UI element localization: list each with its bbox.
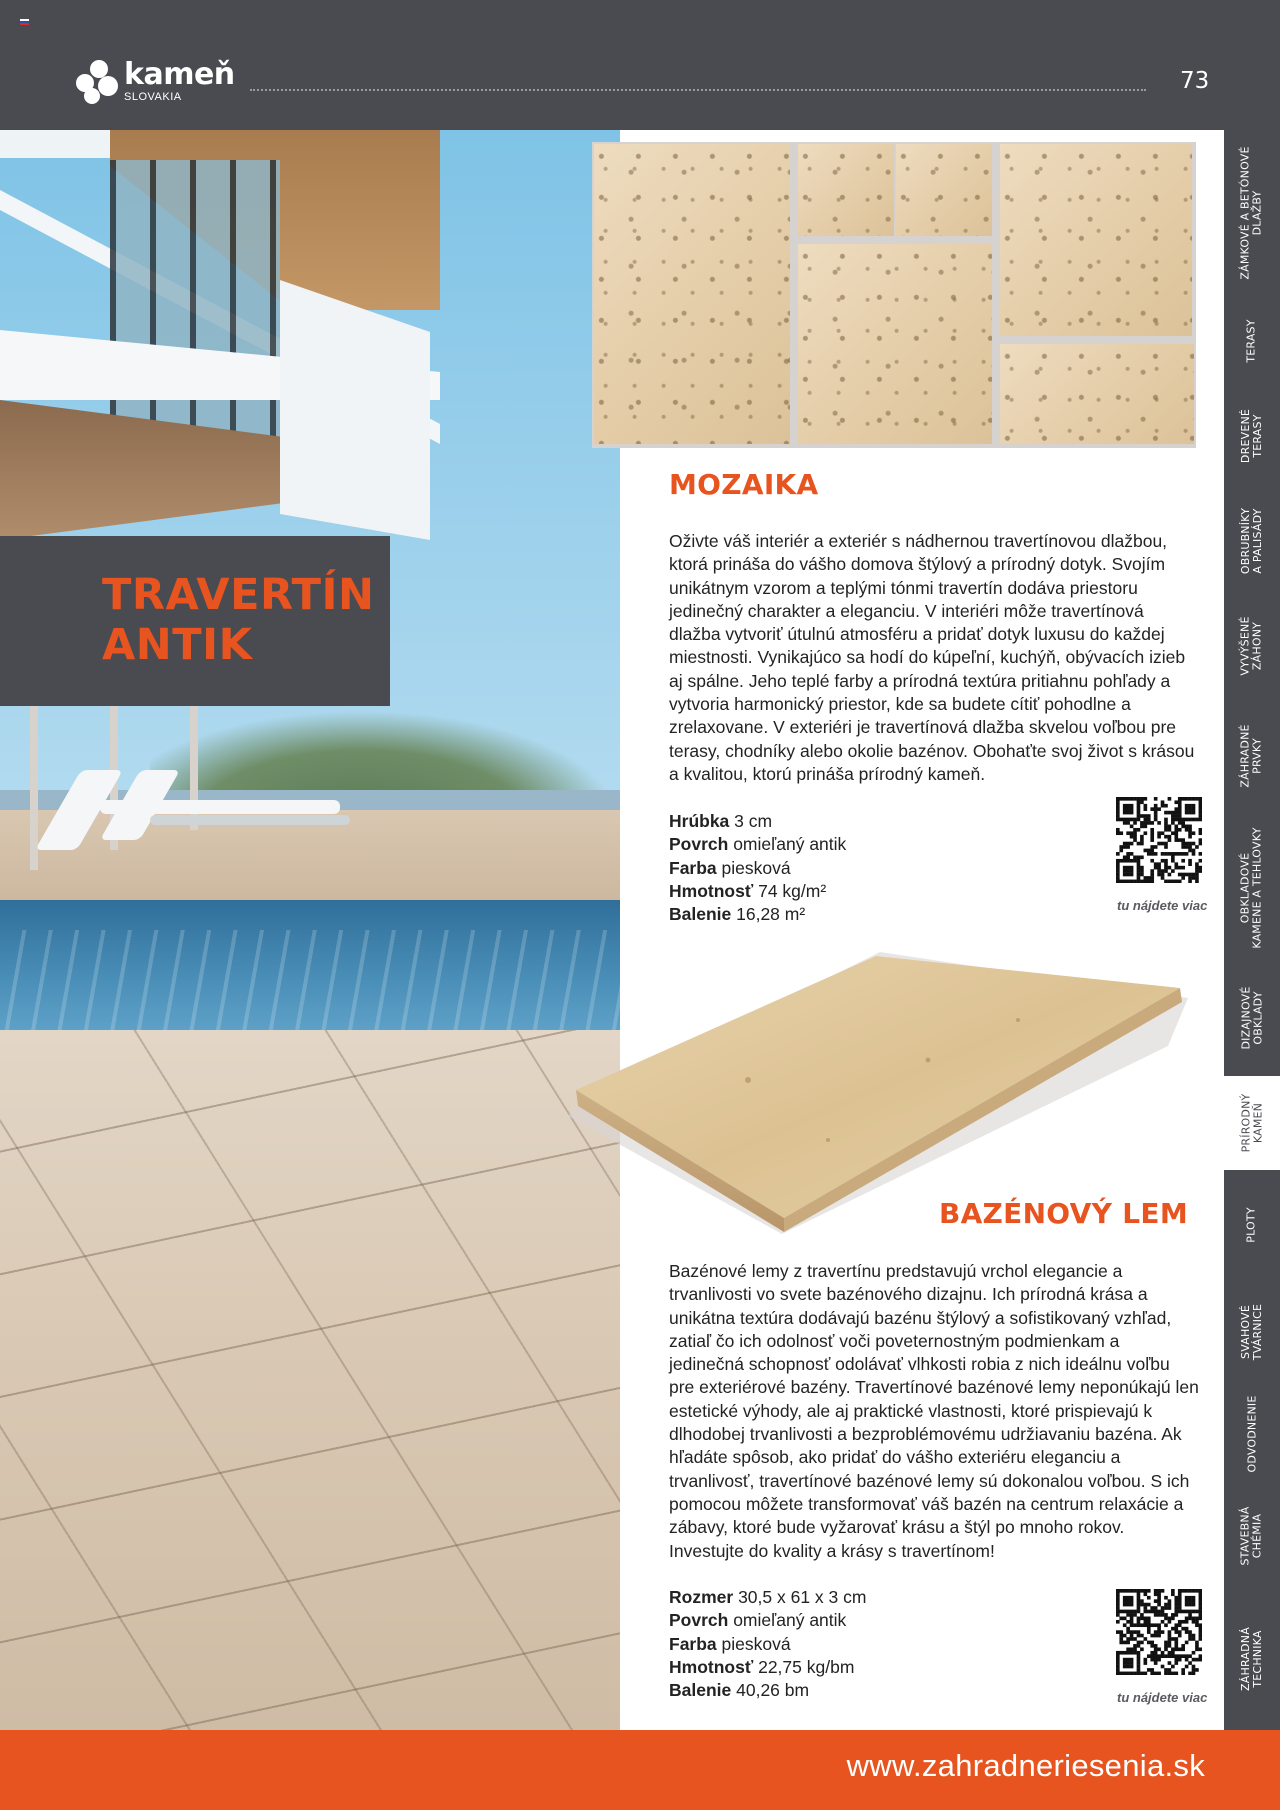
sidebar-item-7[interactable] — [1224, 816, 1280, 960]
sidebar-item-5[interactable] — [1224, 596, 1280, 696]
mozaika-qr-caption[interactable]: tu nájdete viac — [1117, 898, 1208, 913]
sidebar-item-label: OBRUBNÍKY A PALISÁDY — [1239, 507, 1265, 575]
sidebar-item-2[interactable] — [1224, 296, 1280, 386]
sidebar-item-label: ZÁHRADNÁ TECHNIKA — [1239, 1627, 1265, 1691]
sidebar-item-11[interactable] — [1224, 1280, 1280, 1384]
spec-row: Povrch omieľaný antik — [669, 834, 847, 855]
sidebar-item-14[interactable] — [1224, 1588, 1280, 1730]
sidebar-item-label: OBKLADOVÉ KAMENE A TEHLOVKY — [1239, 827, 1265, 949]
spec-row: Rozmer 30,5 x 61 x 3 cm — [669, 1587, 867, 1607]
spec-row: Hrúbka 3 cm — [669, 811, 773, 831]
page-footer — [0, 1730, 1280, 1810]
website-link[interactable]: www.zahradneriesenia.sk — [846, 1748, 1205, 1783]
spec-row: Hmotnosť 22,75 kg/bm — [669, 1656, 855, 1677]
page-number: 73 — [1180, 68, 1210, 94]
sidebar-item-6[interactable] — [1224, 696, 1280, 816]
mozaika-heading: MOZAIKA — [669, 468, 819, 501]
sidebar-item-label: STAVEBNÁ CHÉMIA — [1239, 1506, 1265, 1566]
sidebar-item-label: PRÍRODNÝ KAMEŇ — [1239, 1093, 1264, 1153]
sidebar-item-label: ODVODNENIE — [1245, 1395, 1258, 1473]
spec-row: Balenie 40,26 bm — [669, 1680, 810, 1701]
kamen-logo[interactable] — [76, 57, 235, 104]
sidebar-item-10[interactable] — [1224, 1170, 1280, 1280]
page-header — [0, 0, 1280, 130]
header-dotted-divider — [250, 89, 1146, 91]
lem-qr-caption[interactable]: tu nájdete viac — [1117, 1690, 1208, 1705]
logo-name: kameň — [124, 57, 235, 92]
sidebar-item-label: TERASY — [1244, 319, 1258, 363]
flower-logo-icon — [76, 60, 120, 104]
lem-description: Bazénové lemy z travertínu predstavujú vrchol elegancie a trvanlivosti vo svete bazénového dizajnu. Ich prírodná krása a unikátna textúra dodávajú bazénu štýlový a sofistikovaný vzhľad, zatiaľ čo ich odolnosť voči poveternostným podmienkam a jedinečná schopnosť odolávať vlhkosti robia z nich ideálnu voľbu pre exteriérové bazény. Travertínové bazénové lemy neponúkajú len estetické výhody, ale aj praktické vlastnosti, ktoré prispievajú k dlhodobej trvanlivosti a bezproblémovému udržiavaniu bazéna. Ak hľadáte spôsob, ako pridať do vášho exteriéru eleganciu a trvanlivosť, travertínové bazénové lemy sú dokonalou voľbou. S ich pomocou môžete transformovať váš bazén na centrum relaxácie a zábavy, ktoré bude vyžarovať krásu a štýl po mnoho rokov. Investujte do kvality a krásy s travertínom! — [669, 1261, 1199, 1561]
spec-row: Farba piesková — [669, 1633, 791, 1654]
sidebar-item-label: DIZAJNOVÉ OBKLADY — [1239, 986, 1264, 1050]
spec-row: Farba piesková — [669, 857, 791, 878]
spec-row: Hmotnosť 74 kg/m² — [669, 880, 827, 901]
mozaika-description: Oživte váš interiér a exteriér s nádhernou travertínovou dlažbou, ktorá prináša do vášho domova štýlový a prírodný dotyk. Svojím unikátnym vzorom a teplými tónmi travertín dodáva priestoru jedinečný charakter a eleganciu. V interiéri môže travertínová dlažba vytvoriť útulnú atmosféru a pridať dotyk luxusu do každej miestnosti. Vynikajúco sa hodí do kúpeľní, kuchýň, obývacích izieb aj spálne. Jeho teplé farby a prírodná textúra pritiahnu pohľady a vytvoria harmonický priestor, kde sa budete cítiť pohodlne a zrelaxovane. V exteriéri je travertínová dlažba skvelou voľbou pre terasy, chodníky alebo okolie bazénov. Obohaťte svoj život s krásou a kvalitou, ktorú prináša prírodný kameň. — [669, 531, 1195, 784]
sidebar-item-12[interactable] — [1224, 1384, 1280, 1484]
sidebar-item-8[interactable] — [1224, 960, 1280, 1076]
sidebar-item-label: DREVENÉ TERASY — [1239, 408, 1264, 464]
logo-subtitle: SLOVAKIA — [124, 91, 182, 103]
pool-terrace-photo — [0, 130, 620, 1730]
spec-row: Balenie 16,28 m² — [669, 904, 806, 925]
sidebar-item-label: SVAHOVÉ TVÁRNICE — [1239, 1303, 1265, 1361]
spec-row: Povrch omieľaný antik — [669, 1610, 847, 1631]
lem-qr-code-icon[interactable] — [1116, 1589, 1202, 1675]
mozaika-specs — [669, 810, 846, 926]
mozaika-qr-code-icon[interactable] — [1116, 797, 1202, 883]
lem-heading: BAZÉNOVÝ LEM — [938, 1197, 1188, 1230]
category-sidebar — [1224, 130, 1280, 1730]
sidebar-item-1[interactable] — [1224, 130, 1280, 296]
product-title: TRAVERTÍN ANTIK — [102, 570, 375, 670]
sidebar-item-label: ZÁHRADNÉ PRVKY — [1239, 724, 1264, 788]
language-flag-icon[interactable] — [20, 19, 29, 26]
sidebar-item-label: VYVÝŠENÉ ZÁHONY — [1239, 616, 1265, 676]
sidebar-item-9[interactable] — [1224, 1076, 1280, 1170]
mosaic-tiles-image — [592, 142, 1196, 448]
sidebar-item-13[interactable] — [1224, 1484, 1280, 1588]
sidebar-item-4[interactable] — [1224, 486, 1280, 596]
sidebar-item-3[interactable] — [1224, 386, 1280, 486]
lem-specs — [669, 1586, 866, 1702]
product-title-box — [0, 536, 390, 706]
sidebar-item-label: PLOTY — [1245, 1207, 1258, 1243]
sidebar-item-label: ZÁMKOVÉ A BETÓNOVÉ DLAŽBY — [1239, 146, 1265, 280]
